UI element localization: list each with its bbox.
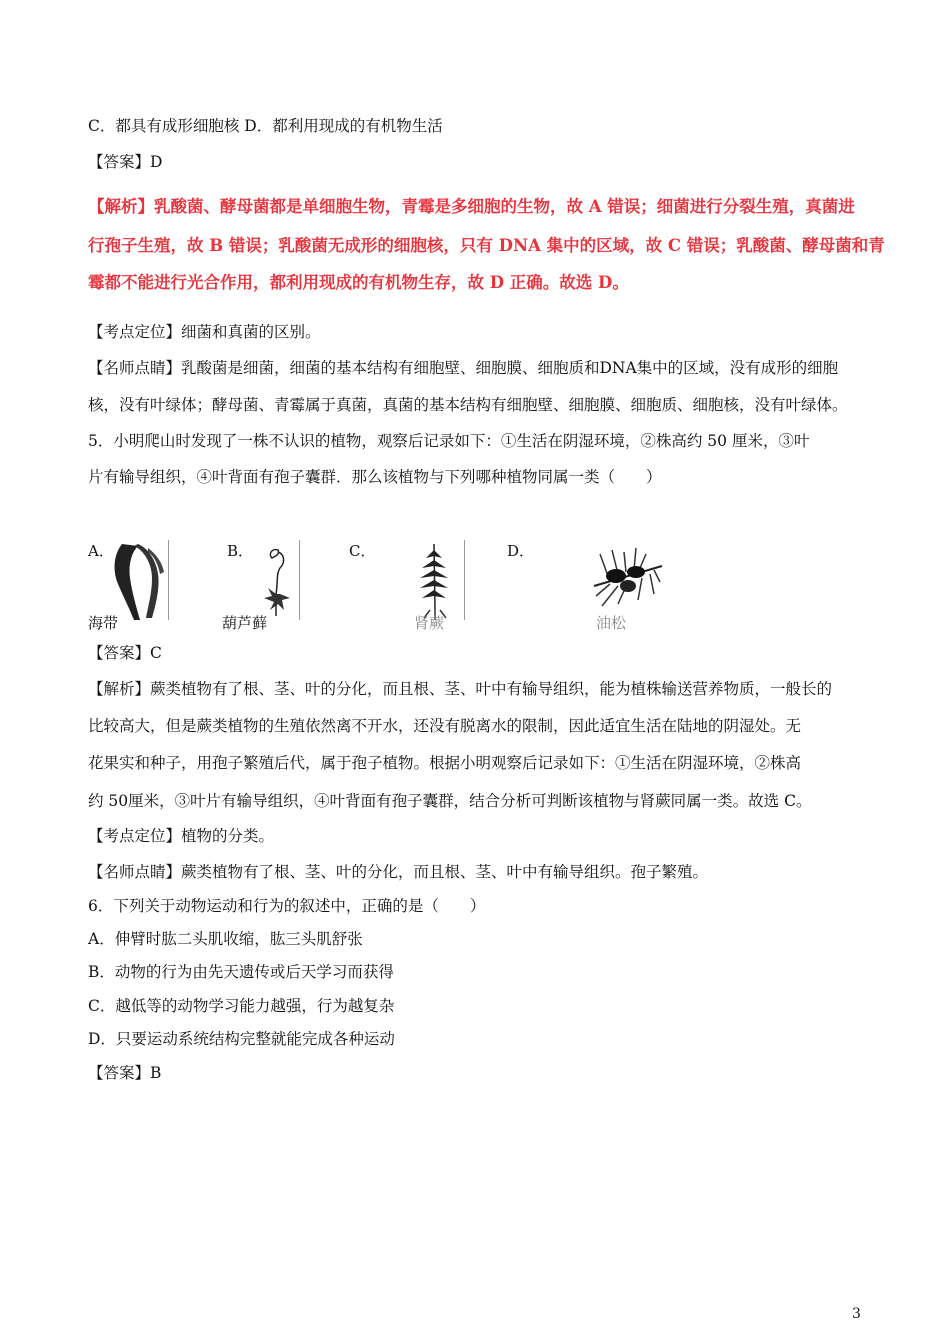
option-c-caption: 肾蕨: [414, 614, 445, 632]
key-point-4: 【考点定位】细菌和真菌的区别。: [88, 323, 321, 341]
option-b-caption: 葫芦藓: [222, 614, 268, 632]
teacher-tip-5: 【名师点睛】蕨类植物有了根、茎、叶的分化，而且根、茎、叶中有输导组织。孢子繁殖。: [88, 863, 709, 881]
question-6: 6．下列关于动物运动和行为的叙述中，正确的是（ ）: [88, 897, 486, 915]
analysis-4-line3: 霉都不能进行光合作用，都利用现成的有机物生存，故 D 正确。故选 D。: [88, 273, 629, 292]
question-6-option-a: A．伸臂时肱二头肌收缩，肱三头肌舒张: [88, 930, 363, 948]
option-b-label: B．: [227, 542, 254, 560]
answer-6: 【答案】B: [88, 1064, 162, 1082]
analysis-5-line4: 约 50厘米，③叶片有输导组织，④叶背面有孢子囊群，结合分析可判断该植物与肾蕨同属一类。故选 C。: [88, 792, 812, 810]
kelp-image: [108, 540, 170, 622]
option-a-caption: 海带: [88, 614, 119, 632]
answer-4: 【答案】D: [88, 153, 163, 171]
line-c-option: C．都具有成形细胞核 D．都利用现成的有机物生活: [88, 117, 443, 135]
pine-image: [588, 546, 668, 610]
option-d-caption: 油松: [596, 614, 627, 632]
question-5-line2: 片有输导组织，④叶背面有孢子囊群．那么该植物与下列哪种植物同属一类（ ）: [88, 468, 662, 486]
key-point-5: 【考点定位】植物的分类。: [88, 827, 275, 845]
option-a-label: A．: [88, 542, 114, 560]
question-5-line1: 5．小明爬山时发现了一株不认识的植物，观察后记录如下：①生活在阴湿环境，②株高约 50 厘米，③叶: [88, 432, 810, 450]
fern-image: [404, 540, 466, 622]
question-6-option-d: D．只要运动系统结构完整就能完成各种运动: [88, 1030, 395, 1048]
option-c-label: C．: [349, 542, 376, 560]
option-d-label: D．: [507, 542, 535, 560]
answer-5: 【答案】C: [88, 644, 162, 662]
teacher-tip-4-line1: 【名师点睛】乳酸菌是细菌，细菌的基本结构有细胞壁、细胞膜、细胞质和DNA集中的区域，没有成形的细胞: [88, 359, 839, 377]
question-6-option-c: C．越低等的动物学习能力越强，行为越复杂: [88, 997, 395, 1015]
analysis-5-line1: 【解析】蕨类植物有了根、茎、叶的分化，而且根、茎、叶中有输导组织，能为植株输送营养物质，一般长的: [88, 680, 833, 698]
analysis-4-line2: 行孢子生殖，故 B 错误；乳酸菌无成形的细胞核，只有 DNA 集中的区域，故 C 错误；乳酸菌、酵母菌和青: [88, 236, 885, 255]
analysis-5-line3: 花果实和种子，用孢子繁殖后代，属于孢子植物。根据小明观察后记录如下：①生活在阴湿环境，②株高: [88, 754, 802, 772]
analysis-5-line2: 比较高大，但是蕨类植物的生殖依然离不开水，还没有脱离水的限制，因此适宜生活在陆地的阴湿处。无: [88, 717, 802, 735]
teacher-tip-4-line2: 核，没有叶绿体；酵母菌、青霉属于真菌，真菌的基本结构有细胞壁、细胞膜、细胞质、细胞核，没有叶绿体。: [88, 396, 848, 414]
moss-image: [258, 544, 298, 618]
analysis-4-line1: 【解析】乳酸菌、酵母菌都是单细胞生物，青霉是多细胞的生物，故 A 错误；细菌进行分裂生殖，真菌进: [88, 197, 855, 216]
question-6-option-b: B．动物的行为由先天遗传或后天学习而获得: [88, 963, 394, 981]
page-number: 3: [852, 1306, 861, 1322]
